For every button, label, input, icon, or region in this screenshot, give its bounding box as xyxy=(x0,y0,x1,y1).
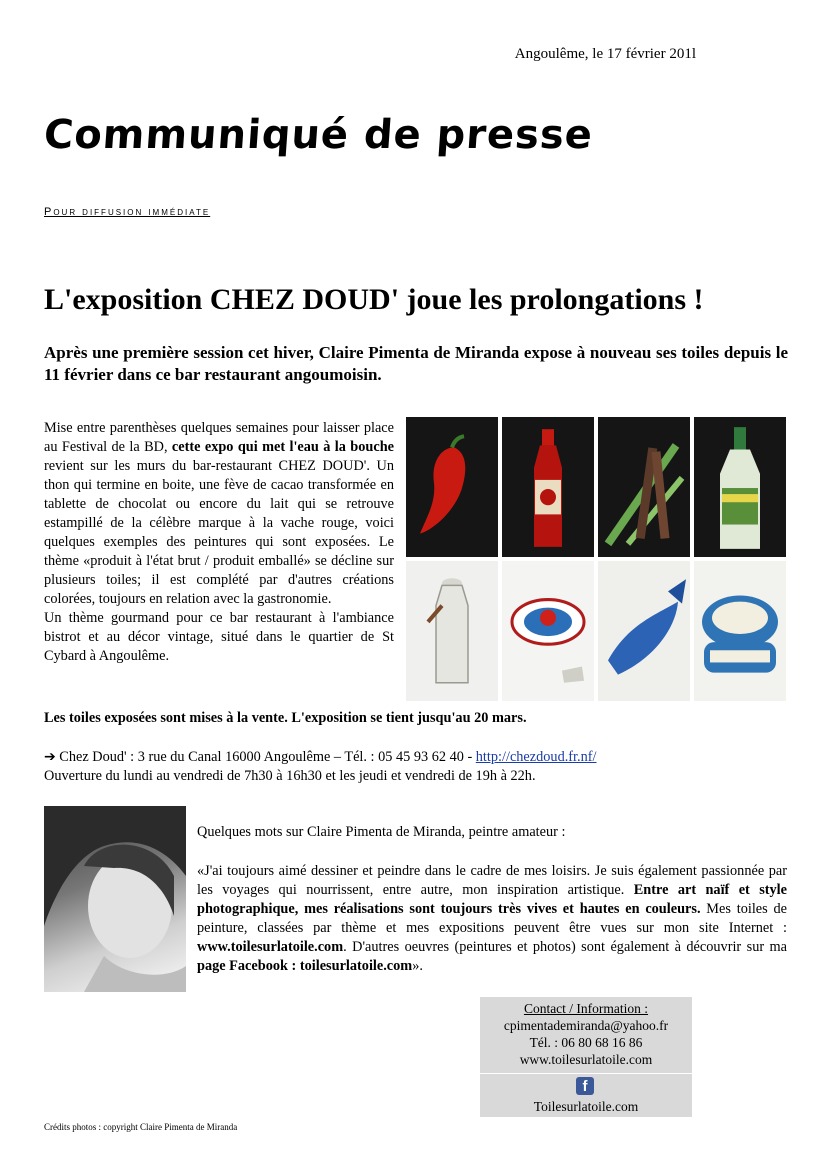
contact-phone: Tél. : 06 80 68 16 86 xyxy=(529,1035,643,1050)
facebook-icon[interactable]: f xyxy=(576,1077,594,1095)
painting-cacao-pods xyxy=(598,417,690,557)
body-text xyxy=(44,419,394,666)
paintings-collage xyxy=(406,417,786,701)
body-paragraph-2: Un thème gourmand pour ce bar restaurant à l'ambiance bistrot et au décor vintage, situé dans le quartier de St Cybard à Angoulême. xyxy=(44,610,394,664)
contact-divider xyxy=(480,1073,692,1074)
contact-heading: Contact / Information : xyxy=(523,1001,649,1016)
painting-liquor-bottle xyxy=(694,417,786,557)
page-title: Communiqué de presse xyxy=(42,112,595,158)
release-subtitle: Pour diffusion immédiate xyxy=(44,206,211,218)
headline: L'exposition CHEZ DOUD' joue les prolongations ! xyxy=(44,283,704,316)
arrow-right-icon: ➔ xyxy=(44,749,56,765)
venue-info xyxy=(44,748,596,786)
contact-facebook: Toilesurlatoile.com xyxy=(533,1099,639,1114)
body-highlight: cette expo qui met l'eau à la bouche xyxy=(171,439,394,455)
lead-paragraph: Après une première session cet hiver, Claire Pimenta de Miranda expose à nouveau ses toiles depuis le 11 février dans ce bar restaurant angoumoisin. xyxy=(44,343,788,384)
artist-quote: «J'ai toujours aimé dessiner et peindre dans le cadre de mes loisirs. Je suis également passionnée par les voyages qui nourrissent, entre autre, mon inspiration artistique. Entre art naïf et style photographique, mes réalisations sont toujours très vives et hautes en couleurs. Mes toiles de peinture, classées par thème et mes expositions peuvent être vues sur mon site Internet : www.toilesurlatoile.com. D'autres oeuvres (peintures et photos) sont également à découvrir sur ma page Facebook : toilesurlatoile.com». xyxy=(197,863,788,974)
photo-credits: Crédits photos : copyright Claire Pimenta de Miranda xyxy=(44,1122,238,1132)
contact-website: www.toilesurlatoile.com xyxy=(519,1052,653,1067)
venue-address: ➔ Chez Doud' : 3 rue du Canal 16000 Angoulême – Tél. : 05 45 93 62 40 - http://chezdoud.fr.nf/ xyxy=(44,749,597,765)
sale-notice: Les toiles exposées sont mises à la vente. L'exposition se tient jusqu'au 20 mars. xyxy=(44,710,527,726)
painting-sardine-tin xyxy=(694,561,786,701)
artist-portrait xyxy=(44,806,186,992)
contact-box xyxy=(480,997,692,1117)
painting-pepper xyxy=(406,417,498,557)
body-paragraph-1: Mise entre parenthèses quelques semaines pour laisser place au Festival de la BD, cette expo qui met l'eau à la bouche revient sur les murs du bar-restaurant CHEZ DOUD'. Un thon qui termine en boite, une fève de cacao transformée en tablette de chocolat ou encore du lait qui se retrouve estampillé de la célèbre marque à la vache rouge, voici quelques exemples des peintures qui sont exposées. Le thème «produit à l'état brut / produit emballé» se décline sur plusieurs toiles; il est complété par d'autres créations colorées, toujours en relation avec la gastronomie. xyxy=(44,420,394,607)
opening-hours: Ouverture du lundi au vendredi de 7h30 à 16h30 et les jeudi et vendredi de 19h à 22h. xyxy=(44,768,536,784)
painting-tuna xyxy=(598,561,690,701)
venue-link[interactable]: http://chezdoud.fr.nf/ xyxy=(475,749,597,765)
about-intro: Quelques mots sur Claire Pimenta de Miranda, peintre amateur : xyxy=(197,824,566,840)
painting-tabasco xyxy=(502,417,594,557)
painting-cheese-box xyxy=(502,561,594,701)
contact-email: cpimentademiranda@yahoo.fr xyxy=(503,1018,669,1033)
painting-milk-can xyxy=(406,561,498,701)
press-release-date: Angoulême, le 17 février 201l xyxy=(514,46,696,62)
